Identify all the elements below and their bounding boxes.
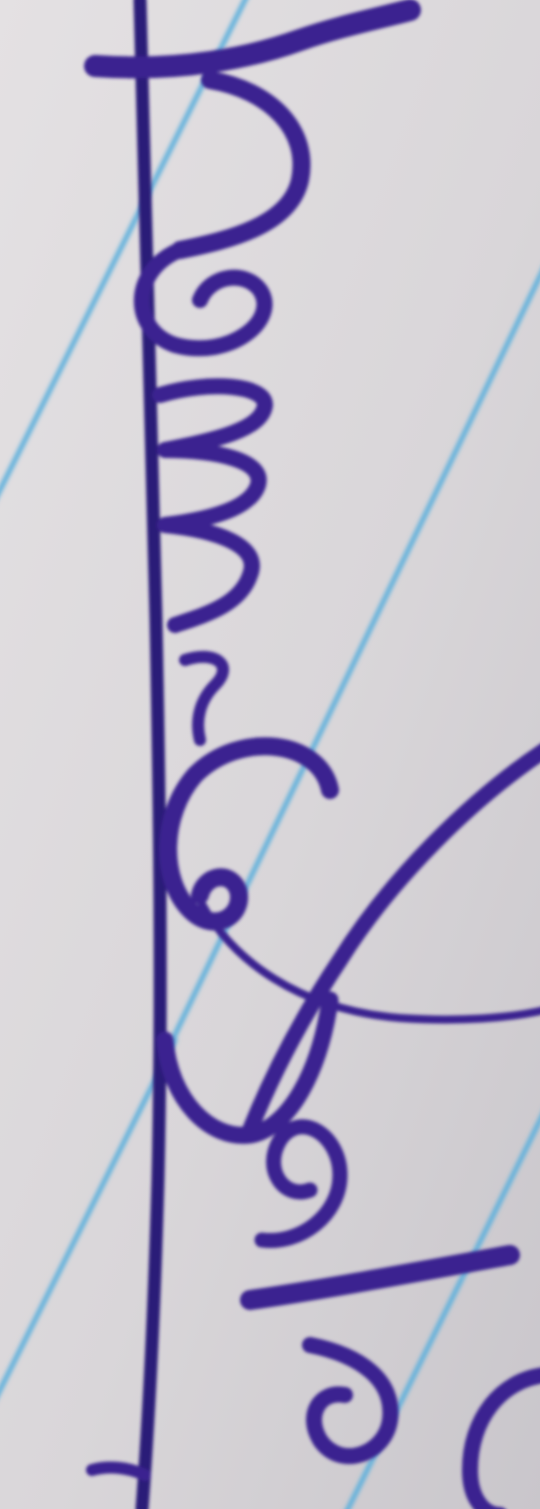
signature-bottom-tick xyxy=(92,1468,145,1475)
